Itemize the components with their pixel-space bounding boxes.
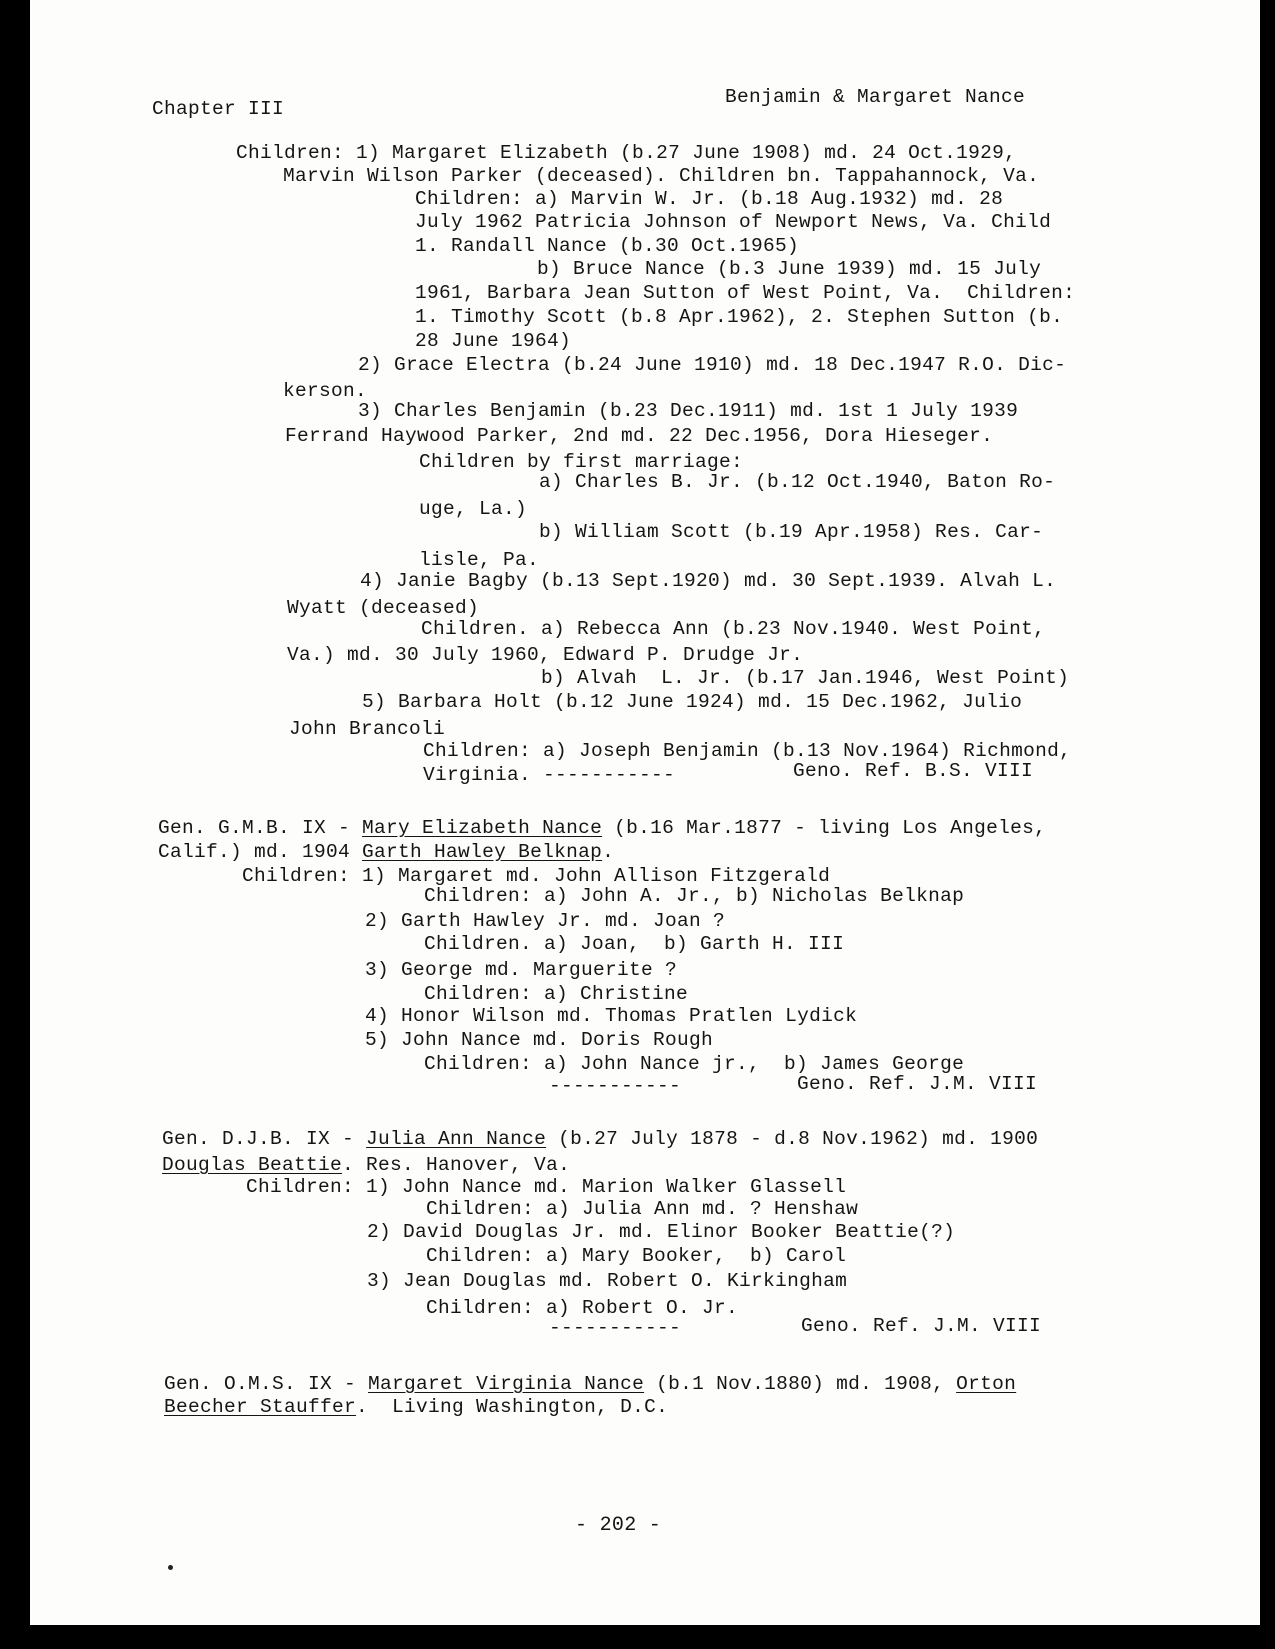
text-line: Children: 1) Margaret Elizabeth (b.27 June 1908) md. 24 Oct.1929,	[236, 142, 1017, 164]
entry-text: (b.16 Mar.1877 - living Los Angeles,	[602, 817, 1047, 839]
text-line: uge, La.)	[419, 498, 528, 520]
generation-code: Gen. G.M.B. IX -	[158, 817, 363, 839]
text-line: 1. Randall Nance (b.30 Oct.1965)	[415, 235, 800, 257]
text-line: Children: a) John Nance jr., b) James George	[424, 1053, 965, 1075]
page-title: Benjamin & Margaret Nance	[725, 86, 1026, 108]
text-line: b) Alvah L. Jr. (b.17 Jan.1946, West Point)	[541, 667, 1070, 689]
text-line: 1. Timothy Scott (b.8 Apr.1962), 2. Stephen Sutton (b.	[415, 306, 1064, 328]
geno-reference: Geno. Ref. J.M. VIII	[801, 1315, 1042, 1337]
text-line: Children: 1) Margaret md. John Allison Fitzgerald	[242, 865, 831, 887]
text-line: Children. a) Rebecca Ann (b.23 Nov.1940. West Point,	[421, 618, 1046, 640]
spouse-name: Garth Hawley Belknap	[362, 841, 603, 863]
text-line: 3) George md. Marguerite ?	[365, 959, 678, 981]
text-line: 28 June 1964)	[415, 330, 572, 352]
geno-reference: Geno. Ref. J.M. VIII	[797, 1073, 1038, 1095]
text-line: Children. a) Joan, b) Garth H. III	[424, 933, 845, 955]
entry-text: . Living Washington, D.C.	[356, 1396, 669, 1418]
text-line	[158, 840, 614, 864]
text-line: Children: a) Robert O. Jr.	[426, 1297, 739, 1319]
text-line: Va.) md. 30 July 1960, Edward P. Drudge Jr.	[287, 644, 804, 666]
text-line: 2) Grace Electra (b.24 June 1910) md. 18 Dec.1947 R.O. Dic-	[358, 354, 1067, 376]
text-line: Wyatt (deceased)	[287, 597, 480, 619]
text-line: 5) John Nance md. Doris Rough	[365, 1029, 714, 1051]
text-line: July 1962 Patricia Johnson of Newport News, Va. Child	[415, 211, 1052, 233]
person-name: Mary Elizabeth Nance	[362, 817, 603, 839]
generation-code: Gen. O.M.S. IX -	[164, 1373, 369, 1395]
geno-reference: Geno. Ref. B.S. VIII	[793, 760, 1034, 782]
entry-text: . Res. Hanover, Va.	[342, 1154, 571, 1176]
generation-entry-heading	[162, 1127, 1038, 1151]
text-line: Children by first marriage:	[419, 451, 744, 473]
text-line: Children: a) Joseph Benjamin (b.13 Nov.1964) Richmond,	[423, 740, 1072, 762]
spouse-name: Douglas Beattie	[162, 1154, 343, 1176]
entry-text: (b.1 Nov.1880) md. 1908,	[644, 1373, 957, 1395]
text-line: Marvin Wilson Parker (deceased). Children bn. Tappahannock, Va.	[283, 165, 1040, 187]
text-line: b) Bruce Nance (b.3 June 1939) md. 15 July	[537, 258, 1042, 280]
text-line	[162, 1153, 570, 1177]
entry-text: (b.27 July 1878 - d.8 Nov.1962) md. 1900	[546, 1128, 1039, 1150]
text-line: 2) David Douglas Jr. md. Elinor Booker Beattie(?)	[367, 1221, 956, 1243]
generation-entry-heading	[158, 816, 1046, 840]
text-line: 4) Honor Wilson md. Thomas Pratlen Lydick	[365, 1005, 858, 1027]
text-line: John Brancoli	[289, 718, 446, 740]
person-name: Margaret Virginia Nance	[368, 1373, 645, 1395]
spouse-name: Orton	[956, 1373, 1017, 1395]
text-line: 3) Jean Douglas md. Robert O. Kirkingham	[367, 1270, 848, 1292]
person-name: Julia Ann Nance	[366, 1128, 547, 1150]
text-line: Ferrand Haywood Parker, 2nd md. 22 Dec.1956, Dora Hieseger.	[285, 425, 994, 447]
spouse-name: Beecher Stauffer	[164, 1396, 357, 1418]
text-line: 2) Garth Hawley Jr. md. Joan ?	[365, 910, 726, 932]
text-line: 5) Barbara Holt (b.12 June 1924) md. 15 Dec.1962, Julio	[362, 691, 1023, 713]
text-line: a) Charles B. Jr. (b.12 Oct.1940, Baton Ro-	[539, 471, 1056, 493]
page-number: - 202 -	[575, 1514, 662, 1537]
text-line: Children: a) Christine	[424, 983, 689, 1005]
entry-text: Calif.) md. 1904	[158, 841, 363, 863]
text-line	[164, 1395, 668, 1419]
generation-entry-heading	[164, 1372, 1016, 1396]
generation-code: Gen. D.J.B. IX -	[162, 1128, 367, 1150]
separator-dashes: -----------	[549, 1075, 682, 1097]
text-line: Children: a) Marvin W. Jr. (b.18 Aug.1932) md. 28	[415, 188, 1004, 210]
text-line: Children: a) Julia Ann md. ? Henshaw	[426, 1198, 859, 1220]
entry-text: .	[602, 841, 615, 863]
separator-dashes: -----------	[549, 1317, 682, 1339]
text-line: 1961, Barbara Jean Sutton of West Point, Va. Children:	[415, 282, 1076, 304]
text-line: b) William Scott (b.19 Apr.1958) Res. Car-	[539, 521, 1044, 543]
text-line: Children: a) John A. Jr., b) Nicholas Belknap	[424, 885, 965, 907]
text-line: Virginia. -----------	[423, 764, 676, 786]
text-line: Children: a) Mary Booker, b) Carol	[426, 1245, 847, 1267]
document-page	[30, 0, 1260, 1625]
text-line: 4) Janie Bagby (b.13 Sept.1920) md. 30 Sept.1939. Alvah L.	[360, 570, 1057, 592]
scan-speck	[168, 1565, 173, 1570]
text-line: lisle, Pa.	[419, 549, 540, 571]
text-line: Children: 1) John Nance md. Marion Walker Glassell	[246, 1176, 847, 1198]
text-line: 3) Charles Benjamin (b.23 Dec.1911) md. 1st 1 July 1939	[358, 400, 1019, 422]
text-line: kerson.	[283, 380, 368, 402]
chapter-heading: Chapter III	[152, 98, 285, 120]
